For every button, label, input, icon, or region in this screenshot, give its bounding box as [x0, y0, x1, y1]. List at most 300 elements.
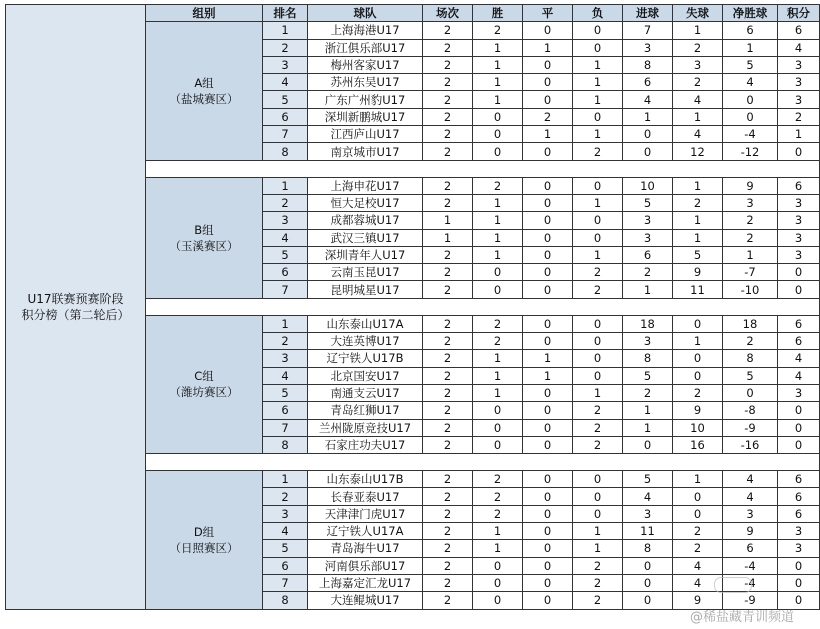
team-cell: 辽宁铁人U17B [308, 350, 423, 367]
drawn-cell: 1 [523, 39, 573, 56]
won-cell: 0 [473, 574, 523, 591]
won-cell: 1 [473, 540, 523, 557]
points-cell: 6 [778, 488, 820, 505]
team-cell: 大连鲲城U17 [308, 592, 423, 609]
team-cell: 南京城市U17 [308, 143, 423, 160]
lost-cell: 1 [573, 74, 623, 91]
lost-cell: 2 [573, 143, 623, 160]
played-cell: 2 [423, 384, 473, 401]
points-cell: 6 [778, 333, 820, 350]
goals-for-cell: 3 [623, 333, 673, 350]
team-cell: 深圳青年人U17 [308, 246, 423, 263]
points-cell: 3 [778, 523, 820, 540]
goal-diff-cell: -9 [723, 592, 778, 609]
goals-against-cell: 2 [673, 540, 723, 557]
goals-against-cell: 1 [673, 22, 723, 39]
rank-cell: 7 [263, 281, 308, 298]
goals-for-cell: 0 [623, 126, 673, 143]
goals-for-cell: 6 [623, 246, 673, 263]
goals-against-cell: 12 [673, 143, 723, 160]
played-cell: 2 [423, 177, 473, 194]
goal-diff-cell: -12 [723, 143, 778, 160]
goal-diff-cell: -10 [723, 281, 778, 298]
goal-diff-cell: 5 [723, 56, 778, 73]
team-cell: 大连英博U17 [308, 333, 423, 350]
lost-cell: 1 [573, 194, 623, 211]
column-header: 积分 [778, 5, 820, 22]
played-cell: 2 [423, 194, 473, 211]
lost-cell: 0 [573, 212, 623, 229]
goals-against-cell: 0 [673, 488, 723, 505]
points-cell: 3 [778, 212, 820, 229]
lost-cell: 0 [573, 488, 623, 505]
group-label: B组 （玉溪赛区） [146, 177, 263, 298]
rank-cell: 4 [263, 74, 308, 91]
goals-against-cell: 1 [673, 471, 723, 488]
drawn-cell: 0 [523, 264, 573, 281]
drawn-cell: 0 [523, 212, 573, 229]
goals-against-cell: 1 [673, 177, 723, 194]
points-cell: 3 [778, 56, 820, 73]
won-cell: 1 [473, 367, 523, 384]
goal-diff-cell: 1 [723, 246, 778, 263]
drawn-cell: 0 [523, 523, 573, 540]
goal-diff-cell: 4 [723, 471, 778, 488]
played-cell: 2 [423, 350, 473, 367]
goal-diff-cell: 8 [723, 350, 778, 367]
rank-cell: 8 [263, 143, 308, 160]
goals-for-cell: 0 [623, 436, 673, 453]
rank-cell: 6 [263, 402, 308, 419]
goal-diff-cell: 3 [723, 505, 778, 522]
goals-for-cell: 8 [623, 350, 673, 367]
won-cell: 0 [473, 436, 523, 453]
won-cell: 0 [473, 264, 523, 281]
won-cell: 1 [473, 91, 523, 108]
rank-cell: 4 [263, 229, 308, 246]
played-cell: 2 [423, 126, 473, 143]
goals-for-cell: 0 [623, 143, 673, 160]
lost-cell: 1 [573, 246, 623, 263]
goals-for-cell: 11 [623, 523, 673, 540]
played-cell: 2 [423, 39, 473, 56]
goals-against-cell: 1 [673, 108, 723, 125]
goals-against-cell: 3 [673, 56, 723, 73]
team-cell: 南通支云U17 [308, 384, 423, 401]
played-cell: 2 [423, 540, 473, 557]
rank-cell: 8 [263, 436, 308, 453]
points-cell: 4 [778, 39, 820, 56]
rank-cell: 3 [263, 56, 308, 73]
goal-diff-cell: 2 [723, 333, 778, 350]
won-cell: 1 [473, 229, 523, 246]
goals-against-cell: 0 [673, 350, 723, 367]
played-cell: 2 [423, 315, 473, 332]
separator-cell [146, 160, 820, 177]
rank-cell: 1 [263, 315, 308, 332]
goals-for-cell: 5 [623, 471, 673, 488]
lost-cell: 0 [573, 22, 623, 39]
goals-for-cell: 3 [623, 39, 673, 56]
won-cell: 1 [473, 194, 523, 211]
goal-diff-cell: -9 [723, 419, 778, 436]
goals-against-cell: 0 [673, 505, 723, 522]
column-header: 净胜球 [723, 5, 778, 22]
team-cell: 长春亚泰U17 [308, 488, 423, 505]
points-cell: 6 [778, 177, 820, 194]
won-cell: 2 [473, 22, 523, 39]
goals-against-cell: 9 [673, 592, 723, 609]
drawn-cell: 0 [523, 281, 573, 298]
goals-for-cell: 0 [623, 574, 673, 591]
goals-against-cell: 2 [673, 74, 723, 91]
lost-cell: 2 [573, 419, 623, 436]
played-cell: 2 [423, 143, 473, 160]
drawn-cell: 0 [523, 557, 573, 574]
goal-diff-cell: 9 [723, 523, 778, 540]
played-cell: 2 [423, 436, 473, 453]
goals-for-cell: 8 [623, 56, 673, 73]
team-cell: 河南俱乐部U17 [308, 557, 423, 574]
goal-diff-cell: -16 [723, 436, 778, 453]
lost-cell: 0 [573, 471, 623, 488]
goals-for-cell: 7 [623, 22, 673, 39]
separator-cell [146, 298, 820, 315]
won-cell: 2 [473, 471, 523, 488]
drawn-cell: 0 [523, 471, 573, 488]
points-cell: 0 [778, 574, 820, 591]
lost-cell: 2 [573, 264, 623, 281]
points-cell: 3 [778, 229, 820, 246]
column-header: 平 [523, 5, 573, 22]
goal-diff-cell: -4 [723, 574, 778, 591]
rank-cell: 2 [263, 333, 308, 350]
points-cell: 0 [778, 264, 820, 281]
lost-cell: 1 [573, 540, 623, 557]
goal-diff-cell: -7 [723, 264, 778, 281]
team-cell: 青岛红狮U17 [308, 402, 423, 419]
team-cell: 上海申花U17 [308, 177, 423, 194]
points-cell: 6 [778, 315, 820, 332]
points-cell: 0 [778, 592, 820, 609]
goals-for-cell: 4 [623, 91, 673, 108]
lost-cell: 2 [573, 592, 623, 609]
lost-cell: 0 [573, 108, 623, 125]
goals-for-cell: 0 [623, 557, 673, 574]
goals-for-cell: 5 [623, 194, 673, 211]
drawn-cell: 0 [523, 505, 573, 522]
points-cell: 6 [778, 22, 820, 39]
points-cell: 4 [778, 350, 820, 367]
won-cell: 1 [473, 350, 523, 367]
won-cell: 1 [473, 384, 523, 401]
team-cell: 深圳新鹏城U17 [308, 108, 423, 125]
lost-cell: 0 [573, 350, 623, 367]
watermark: @稀盐藏青训频道 [689, 610, 794, 625]
rank-cell: 7 [263, 126, 308, 143]
column-header: 失球 [673, 5, 723, 22]
lost-cell: 2 [573, 402, 623, 419]
won-cell: 0 [473, 419, 523, 436]
won-cell: 0 [473, 108, 523, 125]
goals-against-cell: 1 [673, 212, 723, 229]
goals-for-cell: 0 [623, 592, 673, 609]
rank-cell: 8 [263, 592, 308, 609]
goals-against-cell: 1 [673, 229, 723, 246]
played-cell: 2 [423, 56, 473, 73]
drawn-cell: 0 [523, 488, 573, 505]
lost-cell: 0 [573, 39, 623, 56]
team-cell: 浙江俱乐部U17 [308, 39, 423, 56]
goals-for-cell: 1 [623, 419, 673, 436]
won-cell: 0 [473, 557, 523, 574]
team-cell: 北京国安U17 [308, 367, 423, 384]
separator-cell [146, 454, 820, 471]
points-cell: 0 [778, 402, 820, 419]
points-cell: 2 [778, 108, 820, 125]
won-cell: 0 [473, 143, 523, 160]
goal-diff-cell: 0 [723, 91, 778, 108]
goal-diff-cell: 5 [723, 367, 778, 384]
team-cell: 成都蓉城U17 [308, 212, 423, 229]
column-header: 负 [573, 5, 623, 22]
lost-cell: 0 [573, 333, 623, 350]
rank-cell: 2 [263, 194, 308, 211]
rank-cell: 6 [263, 108, 308, 125]
goal-diff-cell: 0 [723, 108, 778, 125]
lost-cell: 1 [573, 126, 623, 143]
lost-cell: 0 [573, 367, 623, 384]
goals-against-cell: 2 [673, 194, 723, 211]
played-cell: 2 [423, 471, 473, 488]
group-label: A组 （盐城赛区） [146, 22, 263, 160]
drawn-cell: 0 [523, 540, 573, 557]
lost-cell: 0 [573, 229, 623, 246]
goals-against-cell: 10 [673, 419, 723, 436]
rank-cell: 1 [263, 22, 308, 39]
team-cell: 青岛海牛U17 [308, 540, 423, 557]
rank-cell: 6 [263, 264, 308, 281]
drawn-cell: 0 [523, 315, 573, 332]
column-header: 胜 [473, 5, 523, 22]
drawn-cell: 0 [523, 229, 573, 246]
points-cell: 6 [778, 471, 820, 488]
goals-against-cell: 11 [673, 281, 723, 298]
points-cell: 0 [778, 143, 820, 160]
drawn-cell: 1 [523, 126, 573, 143]
rank-cell: 7 [263, 574, 308, 591]
rank-cell: 5 [263, 91, 308, 108]
group-label: C组 （潍坊赛区） [146, 315, 263, 453]
team-cell: 武汉三镇U17 [308, 229, 423, 246]
drawn-cell: 0 [523, 22, 573, 39]
won-cell: 1 [473, 39, 523, 56]
lost-cell: 1 [573, 384, 623, 401]
points-cell: 3 [778, 91, 820, 108]
points-cell: 0 [778, 419, 820, 436]
team-cell: 天津津门虎U17 [308, 505, 423, 522]
goals-for-cell: 1 [623, 108, 673, 125]
lost-cell: 1 [573, 523, 623, 540]
column-header: 场次 [423, 5, 473, 22]
drawn-cell: 0 [523, 56, 573, 73]
drawn-cell: 0 [523, 91, 573, 108]
team-cell: 广东广州豹U17 [308, 91, 423, 108]
won-cell: 2 [473, 315, 523, 332]
goals-against-cell: 2 [673, 384, 723, 401]
goals-against-cell: 9 [673, 402, 723, 419]
team-cell: 江西庐山U17 [308, 126, 423, 143]
drawn-cell: 1 [523, 367, 573, 384]
goals-for-cell: 6 [623, 74, 673, 91]
played-cell: 2 [423, 557, 473, 574]
points-cell: 0 [778, 281, 820, 298]
drawn-cell: 0 [523, 419, 573, 436]
drawn-cell: 0 [523, 436, 573, 453]
drawn-cell: 1 [523, 350, 573, 367]
drawn-cell: 0 [523, 74, 573, 91]
rank-cell: 2 [263, 488, 308, 505]
goal-diff-cell: -8 [723, 402, 778, 419]
played-cell: 2 [423, 74, 473, 91]
drawn-cell: 2 [523, 108, 573, 125]
points-cell: 3 [778, 540, 820, 557]
played-cell: 2 [423, 281, 473, 298]
won-cell: 1 [473, 246, 523, 263]
won-cell: 1 [473, 523, 523, 540]
won-cell: 1 [473, 56, 523, 73]
team-cell: 上海海港U17 [308, 22, 423, 39]
goals-against-cell: 4 [673, 557, 723, 574]
goals-for-cell: 2 [623, 264, 673, 281]
played-cell: 2 [423, 574, 473, 591]
goals-against-cell: 4 [673, 91, 723, 108]
goals-for-cell: 5 [623, 367, 673, 384]
drawn-cell: 0 [523, 333, 573, 350]
goal-diff-cell: 3 [723, 194, 778, 211]
goals-for-cell: 4 [623, 488, 673, 505]
drawn-cell: 0 [523, 384, 573, 401]
lost-cell: 0 [573, 315, 623, 332]
goal-diff-cell: 4 [723, 488, 778, 505]
goals-against-cell: 9 [673, 264, 723, 281]
goals-against-cell: 4 [673, 574, 723, 591]
goals-against-cell: 5 [673, 246, 723, 263]
lost-cell: 1 [573, 56, 623, 73]
points-cell: 3 [778, 246, 820, 263]
played-cell: 2 [423, 22, 473, 39]
lost-cell: 2 [573, 557, 623, 574]
team-cell: 山东泰山U17A [308, 315, 423, 332]
goal-diff-cell: -4 [723, 126, 778, 143]
lost-cell: 1 [573, 91, 623, 108]
lost-cell: 2 [573, 436, 623, 453]
won-cell: 2 [473, 333, 523, 350]
won-cell: 2 [473, 488, 523, 505]
drawn-cell: 0 [523, 177, 573, 194]
won-cell: 0 [473, 402, 523, 419]
points-cell: 6 [778, 505, 820, 522]
rank-cell: 6 [263, 557, 308, 574]
header-row [6, 5, 820, 22]
team-cell: 梅州客家U17 [308, 56, 423, 73]
won-cell: 1 [473, 212, 523, 229]
column-header: 球队 [308, 5, 423, 22]
won-cell: 1 [473, 74, 523, 91]
played-cell: 1 [423, 212, 473, 229]
team-cell: 辽宁铁人U17A [308, 523, 423, 540]
column-header: 进球 [623, 5, 673, 22]
played-cell: 2 [423, 523, 473, 540]
played-cell: 2 [423, 419, 473, 436]
goals-for-cell: 8 [623, 540, 673, 557]
rank-cell: 3 [263, 212, 308, 229]
points-cell: 1 [778, 126, 820, 143]
team-cell: 上海嘉定汇龙U17 [308, 574, 423, 591]
won-cell: 0 [473, 126, 523, 143]
goals-against-cell: 2 [673, 523, 723, 540]
won-cell: 0 [473, 592, 523, 609]
played-cell: 2 [423, 367, 473, 384]
points-cell: 3 [778, 384, 820, 401]
standings-table [5, 4, 820, 610]
goals-for-cell: 1 [623, 281, 673, 298]
rank-cell: 3 [263, 350, 308, 367]
rank-cell: 5 [263, 384, 308, 401]
played-cell: 2 [423, 488, 473, 505]
points-cell: 0 [778, 557, 820, 574]
goal-diff-cell: 6 [723, 22, 778, 39]
goals-for-cell: 2 [623, 384, 673, 401]
drawn-cell: 0 [523, 574, 573, 591]
played-cell: 1 [423, 229, 473, 246]
team-cell: 山东泰山U17B [308, 471, 423, 488]
stage-label: U17联赛预赛阶段 积分榜（第二轮后） [6, 5, 146, 610]
standings-body [6, 5, 820, 610]
goal-diff-cell: -4 [723, 557, 778, 574]
team-cell: 兰州陇原竞技U17 [308, 419, 423, 436]
goals-against-cell: 1 [673, 333, 723, 350]
lost-cell: 0 [573, 177, 623, 194]
points-cell: 0 [778, 436, 820, 453]
points-cell: 3 [778, 194, 820, 211]
team-cell: 昆明城星U17 [308, 281, 423, 298]
team-cell: 云南玉昆U17 [308, 264, 423, 281]
rank-cell: 2 [263, 39, 308, 56]
played-cell: 2 [423, 246, 473, 263]
goal-diff-cell: 1 [723, 39, 778, 56]
played-cell: 2 [423, 333, 473, 350]
rank-cell: 5 [263, 246, 308, 263]
goals-against-cell: 4 [673, 126, 723, 143]
goals-for-cell: 1 [623, 402, 673, 419]
watermark-logo-icon [714, 577, 752, 593]
group-label: D组 （日照赛区） [146, 471, 263, 609]
goal-diff-cell: 6 [723, 540, 778, 557]
drawn-cell: 0 [523, 194, 573, 211]
goal-diff-cell: 4 [723, 74, 778, 91]
lost-cell: 2 [573, 281, 623, 298]
rank-cell: 5 [263, 540, 308, 557]
goal-diff-cell: 18 [723, 315, 778, 332]
lost-cell: 2 [573, 574, 623, 591]
rank-cell: 3 [263, 505, 308, 522]
column-header: 排名 [263, 5, 308, 22]
drawn-cell: 0 [523, 402, 573, 419]
rank-cell: 1 [263, 471, 308, 488]
rank-cell: 1 [263, 177, 308, 194]
drawn-cell: 0 [523, 143, 573, 160]
